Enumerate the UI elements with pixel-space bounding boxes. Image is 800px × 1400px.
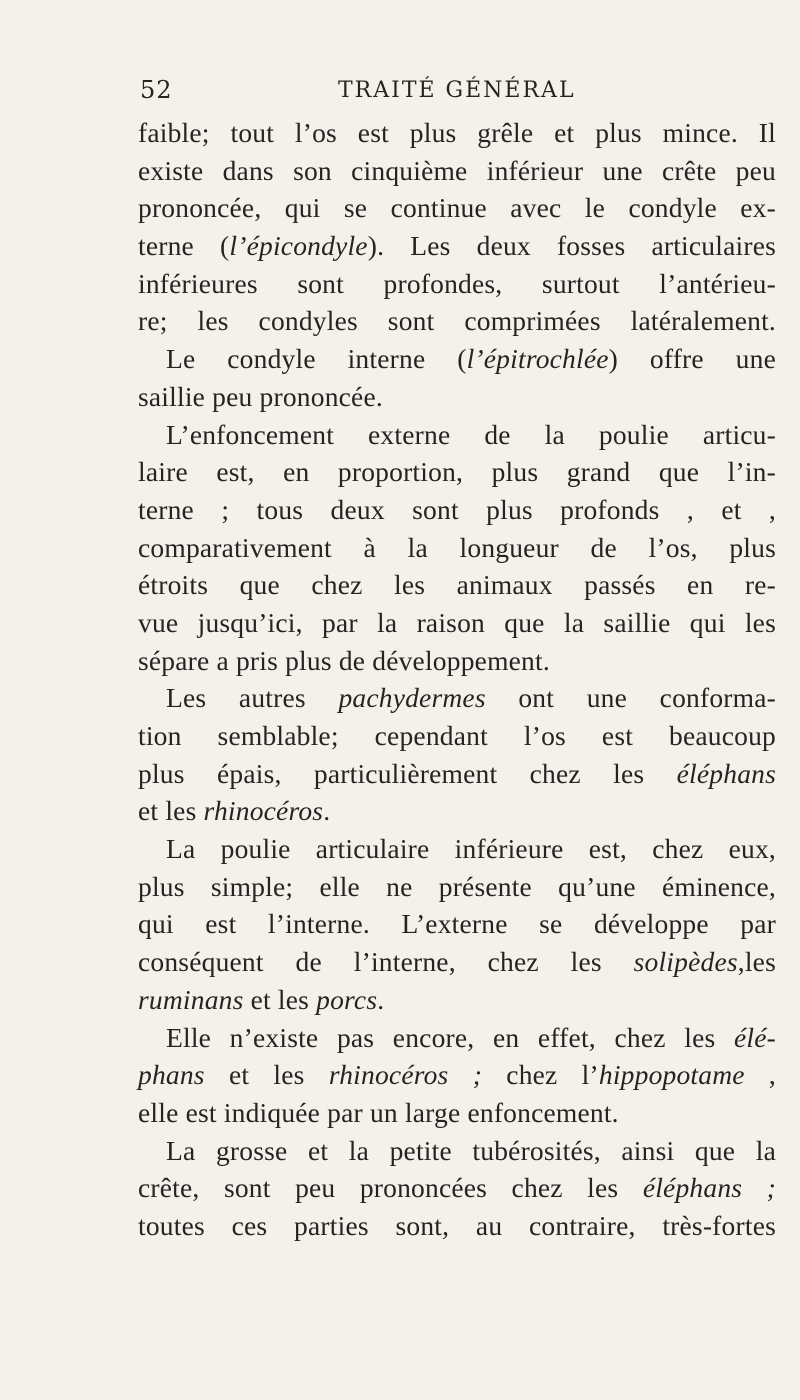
text-line xyxy=(138,529,776,567)
text-line xyxy=(138,378,776,416)
text-run: Les autres xyxy=(166,682,339,714)
text-line xyxy=(138,416,776,454)
text-run: plus épais, particulièrement chez les xyxy=(138,757,677,789)
page-number: 52 xyxy=(140,76,173,104)
italic-text: éléphans ; xyxy=(642,1172,776,1204)
italic-text: pachydermes xyxy=(338,682,486,714)
text-run: faible; tout l’os est plus grêle et plus mince. Il xyxy=(138,117,776,148)
text-line xyxy=(138,1132,776,1170)
text-run: plus simple; elle ne présente qu’une éminence, xyxy=(138,870,776,902)
text-line xyxy=(138,642,776,680)
text-line xyxy=(138,189,776,227)
text-line xyxy=(138,1056,776,1094)
text-line xyxy=(138,717,776,755)
italic-text: élé- xyxy=(733,1021,776,1053)
italic-text: ruminans xyxy=(138,983,244,1015)
text-run: qui est l’interne. L’externe se développe par xyxy=(138,908,776,940)
text-run: ). Les deux fosses articulaires xyxy=(367,230,776,262)
text-run: vue jusqu’ici, par la raison que la saillie qui les xyxy=(138,606,776,638)
text-run: comparativement à la longueur de l’os, plus xyxy=(138,531,776,563)
text-line xyxy=(138,755,776,793)
text-run: et les xyxy=(243,983,317,1015)
italic-text: porcs xyxy=(316,983,378,1015)
text-line xyxy=(138,830,776,868)
italic-text: hippopotame xyxy=(598,1059,745,1091)
text-run: La poulie articulaire inférieure est, chez eux, xyxy=(166,833,776,865)
text-line xyxy=(138,566,776,604)
text-run: saillie peu prononcée. xyxy=(138,380,383,412)
text-line xyxy=(138,1169,776,1207)
text-run: et les xyxy=(138,795,204,827)
text-run: elle est indiquée par un large enfoncement. xyxy=(138,1096,619,1128)
page-header xyxy=(140,70,780,110)
text-line xyxy=(138,868,776,906)
text-line xyxy=(138,302,776,340)
text-run: toutes ces parties sont, au contraire, très-fortes xyxy=(138,1209,776,1241)
italic-text: éléphans xyxy=(676,757,776,789)
italic-text: phans xyxy=(138,1059,205,1091)
text-run: re; les condyles sont comprimées latéralement. xyxy=(138,305,776,337)
text-run: laire est, en proportion, plus grand que l’in- xyxy=(138,456,776,488)
italic-text: l’épitrochlée xyxy=(466,343,609,375)
text-run: sépare a pris plus de développement. xyxy=(138,644,550,676)
text-run: tion semblable; cependant l’os est beaucoup xyxy=(138,720,776,751)
text-run: terne ; tous deux sont plus profonds , et , xyxy=(138,493,776,525)
italic-text: rhinocéros ; xyxy=(328,1059,483,1091)
text-line xyxy=(138,265,776,303)
text-run: terne ( xyxy=(138,230,230,262)
text-line xyxy=(138,1094,776,1132)
text-run: inférieures sont profondes, surtout l’antérieu- xyxy=(138,267,776,299)
text-line xyxy=(138,453,776,491)
text-run: crête, sont peu prononcées chez les xyxy=(138,1172,643,1204)
text-run: et les xyxy=(204,1059,329,1091)
text-line xyxy=(138,679,776,717)
text-run: Le condyle interne ( xyxy=(166,343,467,375)
text-run: conséquent de l’interne, chez les xyxy=(138,946,634,978)
text-line xyxy=(138,227,776,265)
text-line xyxy=(138,943,776,981)
italic-text: rhinocéros xyxy=(203,795,324,827)
text-run: L’enfoncement externe de la poulie articu- xyxy=(166,418,776,450)
text-line xyxy=(138,981,776,1019)
text-line xyxy=(138,604,776,642)
italic-text: l’épicondyle xyxy=(229,230,368,262)
text-line xyxy=(138,114,776,152)
text-line xyxy=(138,1207,776,1245)
text-run: . xyxy=(323,795,331,827)
text-line xyxy=(138,792,776,830)
text-run: chez l’ xyxy=(482,1059,599,1091)
running-head: TRAITÉ GÉNÉRAL xyxy=(338,78,576,103)
text-line xyxy=(138,340,776,378)
text-run: prononcée, qui se continue avec le condyle ex- xyxy=(138,192,776,224)
text-run: ) offre une xyxy=(608,343,776,375)
text-run: existe dans son cinquième inférieur une crête peu xyxy=(138,154,776,186)
text-line xyxy=(138,152,776,190)
text-run: étroits que chez les animaux passés en re- xyxy=(138,569,776,601)
text-line xyxy=(138,1019,776,1057)
body-text xyxy=(138,114,776,1245)
text-run: , xyxy=(744,1059,776,1091)
italic-text: solipèdes xyxy=(633,946,738,978)
text-run: ,les xyxy=(737,946,776,978)
text-run: Elle n’existe pas encore, en effet, chez les xyxy=(166,1021,734,1053)
text-line xyxy=(138,905,776,943)
text-run: . xyxy=(377,983,385,1015)
text-line xyxy=(138,491,776,529)
text-run: La grosse et la petite tubérosités, ainsi que la xyxy=(166,1134,776,1166)
text-run: ont une conforma- xyxy=(485,682,776,714)
